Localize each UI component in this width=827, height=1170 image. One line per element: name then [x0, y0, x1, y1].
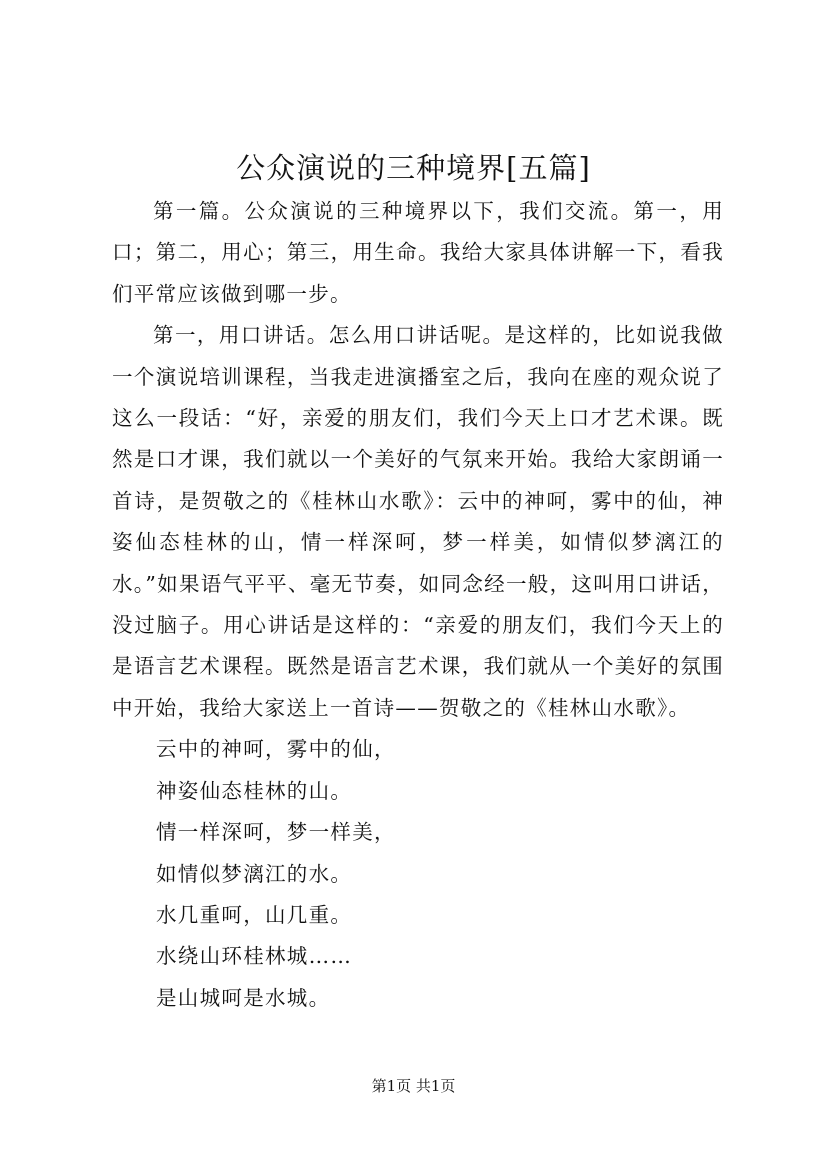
- verse-line-5: 水几重呵，山几重。: [156, 902, 353, 927]
- poem-verses: [112, 729, 724, 1019]
- verse-line-6: 水绕山环桂林城……: [156, 944, 353, 969]
- page-footer: 第1页 共1页: [371, 1077, 456, 1095]
- paragraph-1: 第一篇。公众演说的三种境界以下，我们交流。第一，用口；第二，用心；第三，用生命。我给大家具体讲解一下，看我们平常应该做到哪一步。: [112, 199, 724, 306]
- document-body: [112, 191, 724, 1019]
- verse-line-7: 是山城呵是水城。: [156, 985, 331, 1010]
- verse-line-2: 神姿仙态桂林的山。: [156, 778, 353, 803]
- verse-line-1: 云中的神呵，雾中的仙，: [156, 737, 396, 762]
- verse-line-3: 情一样深呵，梦一样美，: [156, 820, 396, 845]
- verse-line-4: 如情似梦漓江的水。: [156, 861, 353, 886]
- paragraph-2: 第一，用口讲话。怎么用口讲话呢。是这样的，比如说我做一个演说培训课程，当我走进演播室之后，我向在座的观众说了这么一段话：“好，亲爱的朋友们，我们今天上口才艺术课。既然是口才课，我们就以一个美好的气氛来开始。我给大家朗诵一首诗，是贺敬之的《桂林山水歌》：云中的神呵，雾中的仙，神姿仙态桂林的山，情一样深呵，梦一样美，如情似梦漓江的水。”如果语气平平、毫无节奏，如同念经一般，这叫用口讲话，没过脑子。用心讲话是这样的：“亲爱的朋友们，我们今天上的是语言艺术课程。既然是语言艺术课，我们就从一个美好的氛围中开始，我给大家送上一首诗——贺敬之的《桂林山水歌》。: [112, 323, 724, 720]
- document-title: 公众演说的三种境界[五篇]: [236, 151, 591, 185]
